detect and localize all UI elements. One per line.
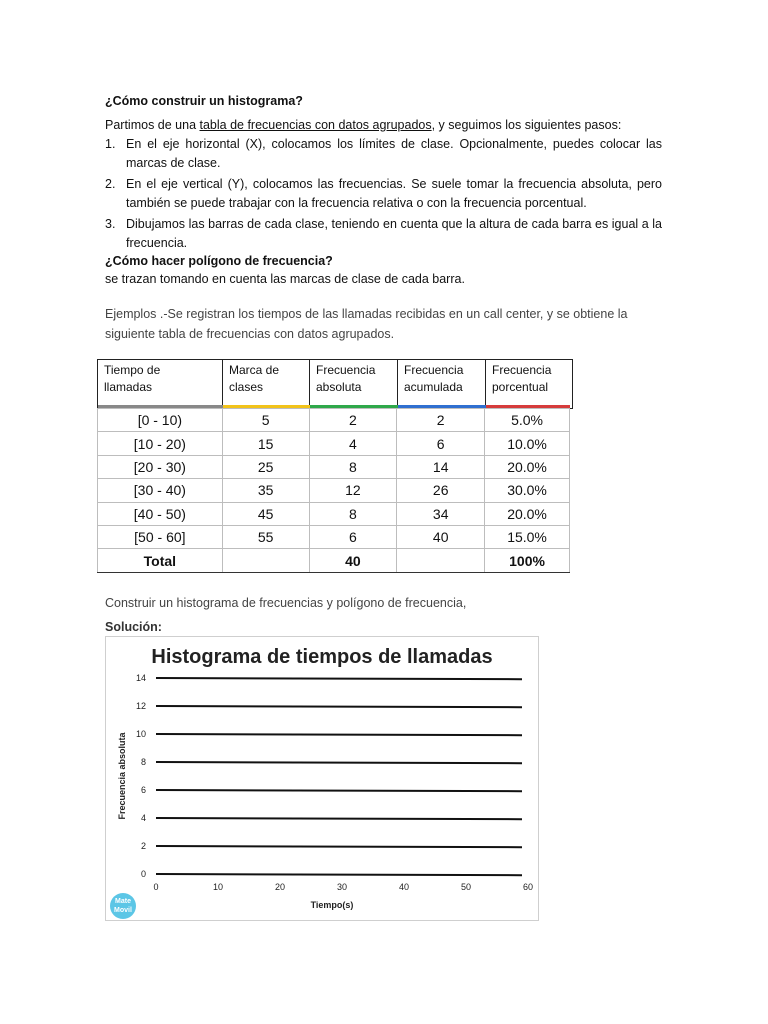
- table-row: [98, 409, 570, 432]
- header-line-1: Frecuencia: [404, 363, 464, 377]
- header-cell: [310, 360, 398, 408]
- table-cell: 10.0%: [485, 432, 570, 455]
- header-line-1: Frecuencia: [316, 363, 376, 377]
- table-row: [98, 502, 570, 525]
- table-cell: 100%: [485, 549, 570, 572]
- header-cell: [486, 360, 570, 408]
- intro-link-text: tabla de frecuencias con datos agrupados: [199, 118, 432, 132]
- table-header: [97, 359, 573, 409]
- step-text: En el eje horizontal (X), colocamos los límites de clase. Opcionalmente, puedes colocar las marcas de clase.: [126, 137, 662, 170]
- y-tick-label: 10: [135, 729, 146, 739]
- chart-title: Histograma de tiempos de llamadas: [151, 646, 493, 668]
- table-row: [98, 455, 570, 478]
- table-cell: 4: [309, 432, 397, 455]
- gridline-y: [156, 790, 522, 791]
- poly-text-b: clase de cada barra.: [351, 272, 465, 286]
- histogram-chart: [105, 636, 539, 921]
- intro-text-before: Partimos de una: [105, 118, 200, 132]
- header-line-2: clases: [229, 380, 264, 394]
- x-tick-label: 60: [522, 882, 534, 892]
- histogram-svg: [106, 637, 538, 920]
- gridline-y: [156, 734, 522, 735]
- header-line-2: llamadas: [104, 380, 153, 394]
- table-cell: 20.0%: [485, 502, 570, 525]
- table-cell: [30 - 40): [98, 479, 223, 502]
- step-number: 2.: [105, 177, 116, 191]
- y-tick-label: 12: [135, 701, 146, 711]
- table-cell: Total: [98, 549, 223, 572]
- header-line-2: absoluta: [316, 380, 362, 394]
- header-cell: [223, 360, 310, 408]
- table-cell: 14: [397, 455, 485, 478]
- step-item: [105, 215, 662, 253]
- x-tick-label: 20: [274, 882, 286, 892]
- table-cell: 6: [397, 432, 485, 455]
- table-cell: [40 - 50): [98, 502, 223, 525]
- header-line-1: Marca de: [229, 363, 280, 377]
- table-row: [98, 479, 570, 502]
- table-row: [98, 432, 570, 455]
- y-axis-label: Frecuencia absoluta: [117, 732, 127, 820]
- solution-label: Solución:: [105, 620, 162, 634]
- section-heading-histograma: ¿Cómo construir un histograma?: [105, 94, 303, 108]
- table-cell: 25: [222, 455, 309, 478]
- step-number: 1.: [105, 137, 116, 151]
- table-cell: 15.0%: [485, 525, 570, 548]
- header-line-2: acumulada: [404, 380, 463, 394]
- table-cell: 5.0%: [485, 409, 570, 432]
- example-line-2: siguiente tabla de frecuencias con datos agrupados.: [105, 327, 395, 341]
- steps-list: [105, 135, 662, 255]
- table-row: [98, 525, 570, 548]
- table-cell: 5: [222, 409, 309, 432]
- x-axis-label: Tiempo(s): [310, 900, 354, 910]
- x-tick-label: 30: [336, 882, 348, 892]
- x-tick-label: 50: [460, 882, 472, 892]
- section-heading-poligono: ¿Cómo hacer polígono de frecuencia?: [105, 254, 333, 268]
- table-cell: [222, 549, 309, 572]
- frequency-table: [97, 408, 570, 573]
- table-cell: 40: [309, 549, 397, 572]
- step-text: En el eje vertical (Y), colocamos las frecuencias. Se suele tomar la frecuencia absoluta, pero también se puede trabajar con la frecuencia relativa o con la frecuencia porcentual.: [126, 177, 662, 210]
- step-item: [105, 175, 662, 213]
- header-line-2: porcentual: [492, 380, 549, 394]
- table-cell: 34: [397, 502, 485, 525]
- table-cell: 45: [222, 502, 309, 525]
- table-cell: 8: [309, 502, 397, 525]
- table-cell: 15: [222, 432, 309, 455]
- poly-text-a: se trazan tomando en cuenta las marcas de: [105, 272, 352, 286]
- table-cell: 6: [309, 525, 397, 548]
- y-tick-label: 4: [140, 813, 146, 823]
- x-tick-label: 0: [153, 882, 159, 892]
- table-cell: [20 - 30): [98, 455, 223, 478]
- poly-paragraph: [105, 270, 465, 289]
- gridline-y: [156, 762, 522, 763]
- table-cell: 40: [397, 525, 485, 548]
- intro-paragraph: [105, 116, 621, 135]
- y-tick-label: 2: [140, 841, 146, 851]
- step-item: [105, 135, 662, 173]
- table-cell: 30.0%: [485, 479, 570, 502]
- step-text: Dibujamos las barras de cada clase, teniendo en cuenta que la altura de cada barra es igual a la frecuencia.: [126, 217, 662, 250]
- table-cell: 2: [397, 409, 485, 432]
- gridline-y: [156, 874, 522, 875]
- table-cell: 26: [397, 479, 485, 502]
- table-cell: 35: [222, 479, 309, 502]
- table-cell: 20.0%: [485, 455, 570, 478]
- table-cell: [397, 549, 485, 572]
- step-number: 3.: [105, 217, 116, 231]
- header-line-1: Tiempo de: [104, 363, 161, 377]
- matemovil-logo: Mate Movil: [110, 893, 136, 919]
- table-cell: 55: [222, 525, 309, 548]
- table-cell: [10 - 20): [98, 432, 223, 455]
- table-cell: [50 - 60]: [98, 525, 223, 548]
- gridline-y: [156, 706, 522, 707]
- x-tick-label: 40: [398, 882, 410, 892]
- y-tick-label: 14: [135, 673, 146, 683]
- example-paragraph: [105, 304, 628, 344]
- gridline-y: [156, 818, 522, 819]
- example-line-1: Ejemplos .-Se registran los tiempos de las llamadas recibidas en un call center, y se obtiene la: [105, 307, 628, 321]
- gridline-y: [156, 678, 522, 679]
- table-cell: [0 - 10): [98, 409, 223, 432]
- table-cell: 12: [309, 479, 397, 502]
- table-total-row: [98, 549, 570, 572]
- y-tick-label: 8: [140, 757, 146, 767]
- table-cell: 2: [309, 409, 397, 432]
- gridline-y: [156, 846, 522, 847]
- header-cell: [98, 360, 223, 408]
- intro-text-after: , y seguimos los siguientes pasos:: [431, 118, 622, 132]
- table-cell: 8: [309, 455, 397, 478]
- header-cell: [398, 360, 486, 408]
- y-tick-label: 6: [140, 785, 146, 795]
- x-tick-label: 10: [212, 882, 224, 892]
- header-line-1: Frecuencia: [492, 363, 552, 377]
- y-tick-label: 0: [140, 869, 146, 879]
- task-text: Construir un histograma de frecuencias y polígono de frecuencia,: [105, 596, 467, 610]
